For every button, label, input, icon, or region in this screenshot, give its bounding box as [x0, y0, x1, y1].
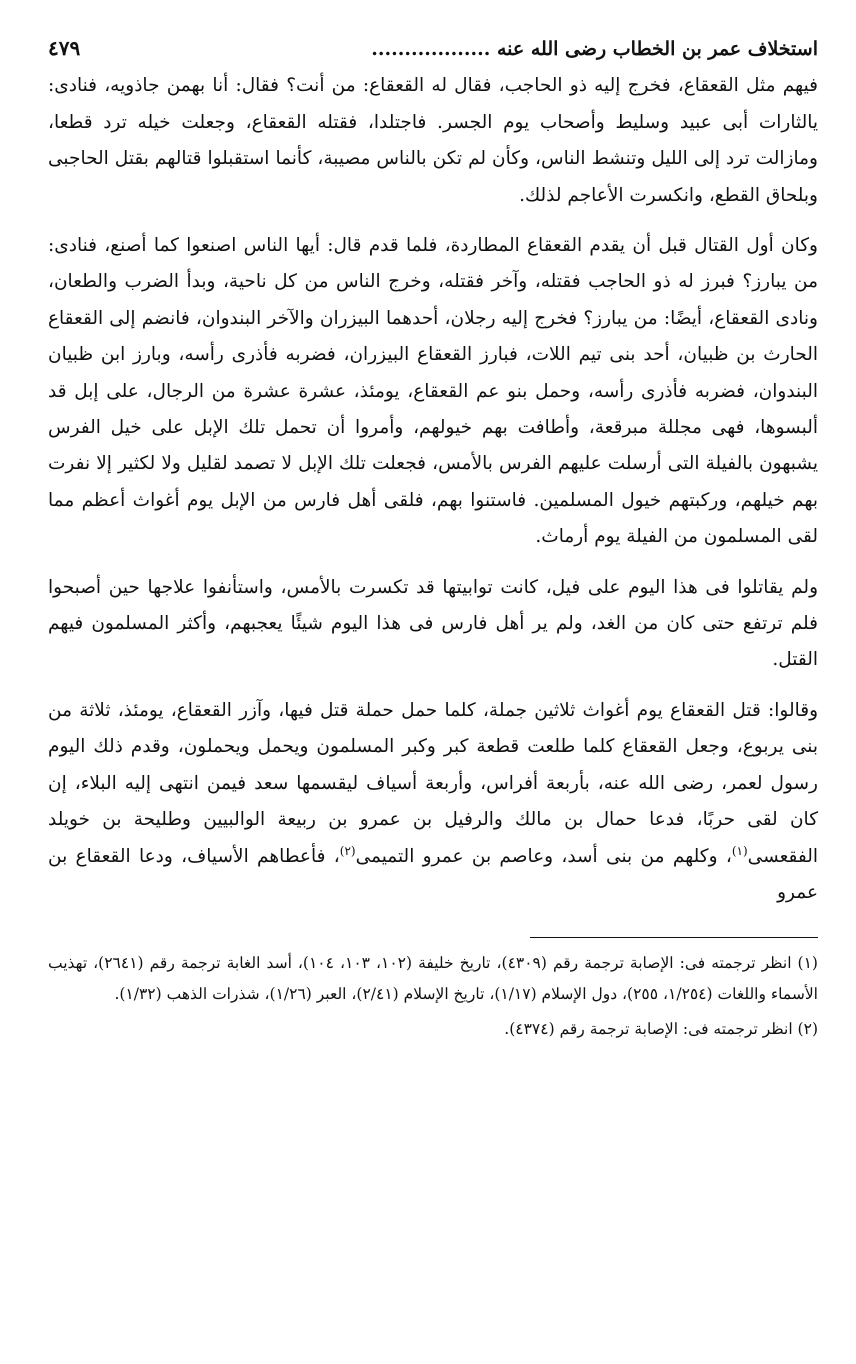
paragraph-4-part-1: وقالوا: قتل القعقاع يوم أغواث ثلاثين جملة، كلما حمل حملة قتل فيها، وآزر القعقاع، يومئذ، ثلاثة من بنى يربوع، وجعل القعقاع كلما طلعت قطعة كبر وكبر المسلمون ويحمل ويحملون، وقدم ذلك اليوم رسول لعمر، رضى الله عنه، بأربعة أفراس، وأربعة أسياف ليقسمها سعد فيمن انتهى إليه البلاء، إن كان لقى حربًا، فدعا حمال بن مالك والرفيل بن عمرو بن ربيعة الوالبيين وطليحة بن خويلد الفقعسى — [48, 699, 818, 867]
footnote-divider — [530, 937, 818, 938]
footnotes — [48, 948, 818, 1045]
running-header — [48, 32, 818, 64]
footnote-ref-1[interactable]: (١) — [731, 843, 748, 858]
paragraph-4-part-3: ، فأعطاهم الأسياف، ودعا القعقاع بن عمرو — [48, 845, 818, 903]
paragraph-2: وكان أول القتال قبل أن يقدم القعقاع المطاردة، فلما قدم قال: أيها الناس اصنعوا كما أصنع، فنادى: من يبارز؟ فبرز له ذو الحاجب فقتله، وآخر فقتله، وخرج الناس من كل ناحية، وبدأ الضرب والطعان، ونادى القعقاع، أيضًا: من يبارز؟ فخرج إليه رجلان، أحدهما البيزران والآخر البندوان، فانضم إلى القعقاع الحارث بن ظبيان، أحد بنى تيم اللات، فبارز القعقاع البيزران، فضربه فأذرى رأسه، وبارز ابن ظبيان البندوان، فضربه فأذرى رأسه، وحمل بنو عم القعقاع، يومئذ، عشرة عشرة من الرجال، على إبل قد ألبسوها، فهى مجللة مبرقعة، وأطافت بهم خيولهم، وأمروا أن تحمل تلك الإبل على خيل الفرس يشبهون بالفيلة التى أرسلت عليهم الفرس بالأمس، فجعلت تلك الإبل لا تصمد لقليل ولا لكثير إلا نفرت بهم خيلهم، وركبتهم خيول المسلمين. فاستنوا بهم، فلقى أهل فارس من الإبل يوم أغواث أعظم مما لقى المسلمون من الفيلة يوم أرماث. — [48, 235, 818, 548]
chapter-title: استخلاف عمر بن الخطاب رضى الله عنه .................. — [371, 38, 818, 60]
paragraph-3: ولم يقاتلوا فى هذا اليوم على فيل، كانت توابيتها قد تكسرت بالأمس، واستأنفوا علاجها حين أصبحوا فلم ترتفع حتى كان من الغد، ولم ير أهل فارس فى هذا اليوم شيئًا يعجبهم، وأكثر المسلمون فيهم القتل. — [48, 576, 818, 671]
paragraph-4-part-2: ، وكلهم من بنى أسد، وعاصم بن عمرو التميمى — [355, 845, 732, 867]
book-page — [48, 32, 818, 1049]
page-number: ٤٧٩ — [48, 36, 81, 60]
footnote-1: (١) انظر ترجمته فى: الإصابة ترجمة رقم (٤٣٠٩)، تاريخ خليفة (١٠٢، ١٠٣، ١٠٤)، أسد الغابة ترجمة رقم (٢٦٤١)، تهذيب الأسماء واللغات (١/٢٥٤، ٢٥٥)، دول الإسلام (١/١٧)، تاريخ الإسلام (٢/٤١)، العبر (١/٢٦)، شذرات الذهب (١/٣٢). — [48, 954, 818, 1004]
paragraph-1: فيهم مثل القعقاع، فخرج إليه ذو الحاجب، فقال له القعقاع: من أنت؟ فقال: أنا بهمن جاذويه، فنادى: يالثارات أبى عبيد وسليط وأصحاب يوم الجسر. فاجتلدا، فقتله القعقاع، وجعلت خيله ترد قطعا، ومازالت ترد إلى الليل وتنشط الناس، وكأن لم تكن بالناس مصيبة، كأنما استقبلوا قتالهم بقتل الحاجبى وبلحاق القطع، وانكسرت الأعاجم لذلك. — [48, 75, 818, 206]
footnote-ref-2[interactable]: (٢) — [339, 843, 356, 858]
footnote-2: (٢) انظر ترجمته فى: الإصابة ترجمة رقم (٤٣٧٤). — [504, 1020, 818, 1039]
paragraph-4 — [48, 693, 818, 911]
